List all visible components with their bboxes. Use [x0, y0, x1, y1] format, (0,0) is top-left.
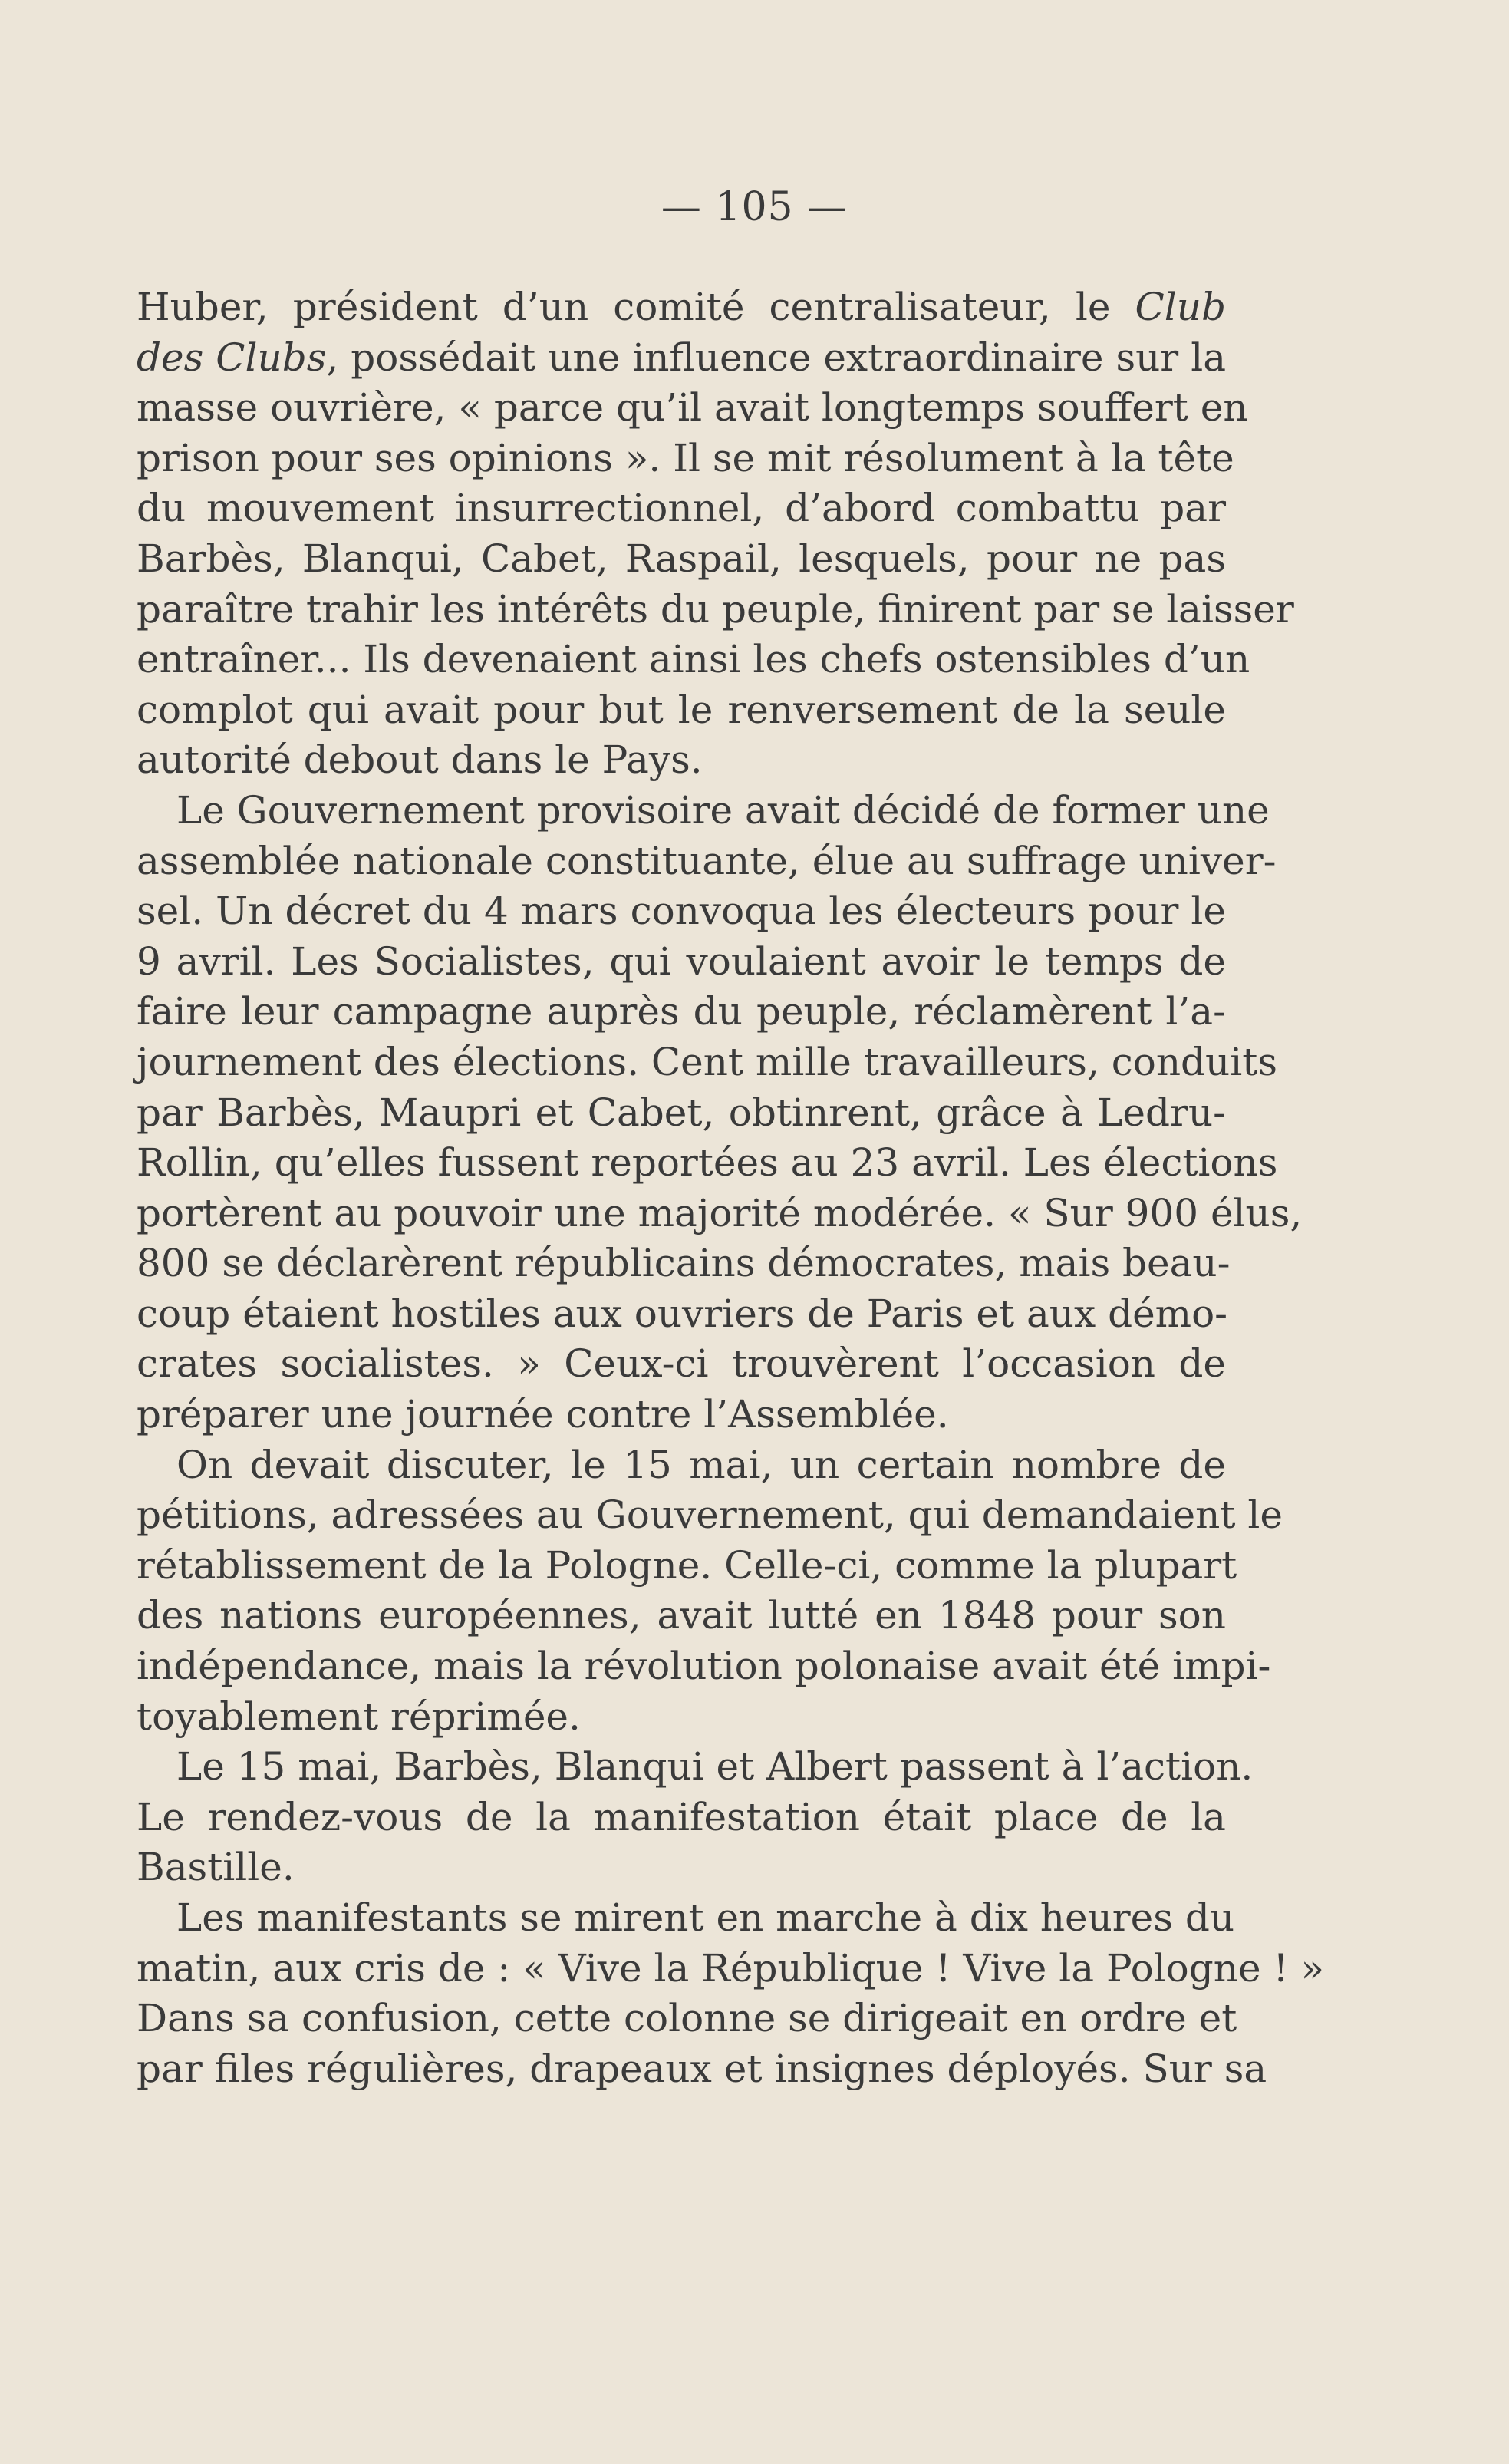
text-line: Les manifestants se mirent en marche à dix heures du [176, 1895, 1235, 1940]
text-line: Le Gouvernement provisoire avait décidé de former une [176, 787, 1270, 833]
text-line: 800 se déclarèrent républicains démocrates, mais beau- [137, 1241, 1231, 1286]
text-line: Dans sa confusion, cette colonne se dirigeait en ordre et [137, 1996, 1237, 2041]
text-line: paraître trahir les intérêts du peuple, finirent par se laisser [137, 586, 1294, 632]
text-line: On devait discuter, le 15 mai, un certain nombre de [176, 1442, 1226, 1487]
text-line: indépendance, mais la révolution polonaise avait été impi- [137, 1644, 1271, 1689]
text-line: portèrent au pouvoir une majorité modérée. « Sur 900 élus, [137, 1190, 1303, 1235]
text-line: Bastille. [137, 1845, 295, 1890]
text-line: rétablissement de la Pologne. Celle-ci, comme la plupart [137, 1542, 1237, 1588]
text-line: complot qui avait pour but le renversement de la seule [137, 687, 1226, 732]
text-line: masse ouvrière, « parce qu’il avait longtemps souffert en [137, 385, 1248, 430]
text-line: toyablement réprimée. [137, 1694, 581, 1739]
text-line: Le 15 mai, Barbès, Blanqui et Albert passent à l’action. [176, 1744, 1254, 1789]
text-line: Barbès, Blanqui, Cabet, Raspail, lesquels, pour ne pas [137, 536, 1226, 581]
text-line: autorité debout dans le Pays. [137, 737, 703, 783]
text-line: matin, aux cris de : « Vive la République ! Vive la Pologne ! » [137, 1945, 1325, 1991]
text-line: des nations européennes, avait lutté en 1848 pour son [137, 1593, 1226, 1638]
text-line: Rollin, qu’elles fussent reportées au 23 avril. Les élections [137, 1140, 1278, 1186]
text-line: entraîner... Ils devenaient ainsi les chefs ostensibles d’un [137, 637, 1250, 682]
text-line: assemblée nationale constituante, élue au suffrage univer- [137, 838, 1277, 883]
text-line: crates socialistes. » Ceux-ci trouvèrent l’occasion de [137, 1341, 1226, 1387]
text-line: sel. Un décret du 4 mars convoqua les électeurs pour le [137, 889, 1226, 934]
text-line: par files régulières, drapeaux et insignes déployés. Sur sa [137, 2046, 1267, 2091]
text-line: Huber, président d’un comité centralisateur, le Club [137, 285, 1226, 329]
page-number: — 105 — [661, 184, 848, 230]
text-line: par Barbès, Maupri et Cabet, obtinrent, grâce à Ledru- [137, 1090, 1226, 1135]
text-line: prison pour ses opinions ». Il se mit résolument à la tête [137, 435, 1234, 480]
text-line: coup étaient hostiles aux ouvriers de Paris et aux démo- [137, 1291, 1228, 1336]
text-line: Le rendez-vous de la manifestation était place de la [137, 1794, 1226, 1839]
text-line: pétitions, adressées au Gouvernement, qui demandaient le [137, 1493, 1283, 1538]
text-line: journement des élections. Cent mille travailleurs, conduits [137, 1039, 1277, 1084]
text-line: 9 avril. Les Socialistes, qui voulaient avoir le temps de [137, 938, 1226, 984]
body-text [137, 282, 1325, 2094]
text-line: faire leur campagne auprès du peuple, réclamèrent l’a- [137, 989, 1226, 1034]
text-line: des Clubs, possédait une influence extraordinaire sur la [137, 335, 1227, 380]
text-line: préparer une journée contre l’Assemblée. [137, 1392, 949, 1437]
text-line: du mouvement insurrectionnel, d’abord combattu par [137, 486, 1226, 531]
